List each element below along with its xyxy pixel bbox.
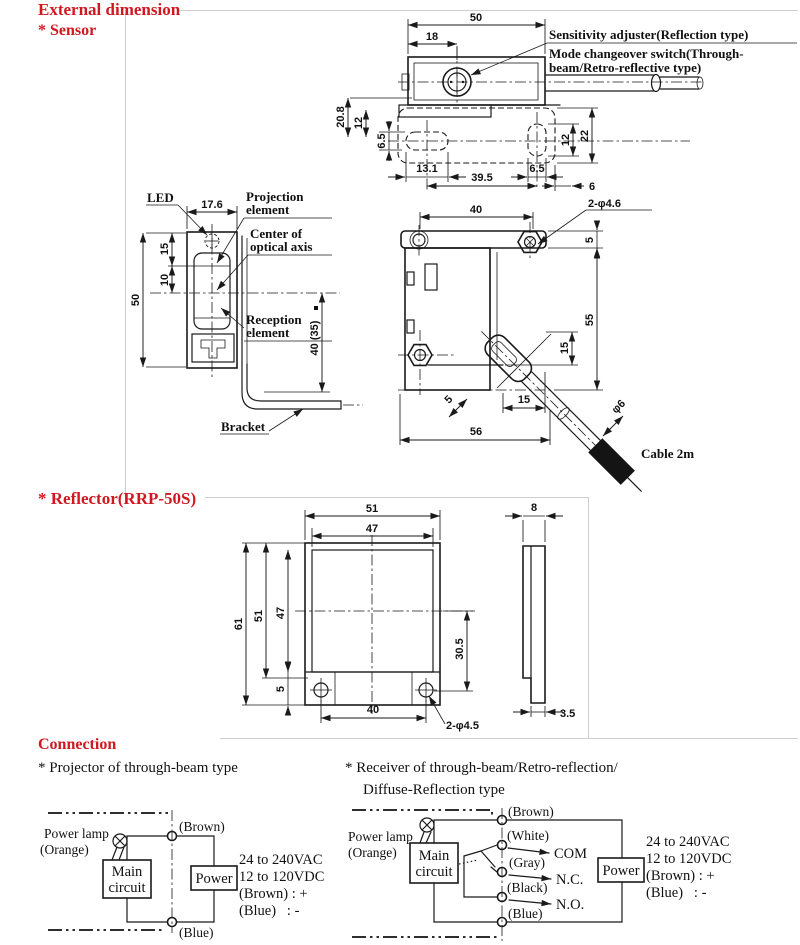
- dim-51-left: 51: [253, 609, 265, 623]
- sensor-front-view-dimensions: [130, 189, 332, 434]
- dim-4035: 40 (35): [309, 320, 321, 356]
- dim-51-top: 51: [365, 503, 379, 515]
- reflector-dimensions: [233, 503, 479, 732]
- cable-bend-relief: [652, 75, 661, 92]
- reflector-front-view: [295, 535, 475, 714]
- label-power: Power: [195, 871, 233, 887]
- dim-side-40: 40: [469, 204, 483, 216]
- bracket-profile: [242, 364, 341, 409]
- label-center-line2: optical axis: [250, 239, 313, 254]
- dim-5-cable: 5: [442, 393, 456, 407]
- mounting-bracket-top-view: [388, 108, 690, 190]
- spec-blue-polarity: (Blue) : -: [239, 903, 300, 919]
- section-title-sensor: * Sensor: [38, 22, 97, 39]
- label-blue-wire: (Blue): [508, 906, 543, 921]
- dim-22: 22: [579, 129, 591, 143]
- reflector-side-view: [505, 502, 575, 720]
- dim-front-height: 50: [130, 293, 142, 307]
- section-title-reflector: * Reflector(RRP-50S): [38, 489, 197, 508]
- label-led: LED: [147, 190, 174, 205]
- dim-40-holes: 40: [366, 704, 380, 716]
- label-bracket: Bracket: [221, 419, 266, 434]
- spec-brown-polarity: (Brown) : +: [239, 886, 308, 902]
- dim-10-front: 10: [159, 273, 171, 287]
- dim-55: 55: [584, 313, 596, 327]
- dim-305: 30.5: [454, 638, 466, 660]
- sensor-dimension-drawing: [125, 10, 800, 492]
- label-orange: (Orange): [348, 845, 397, 860]
- label-power-lamp: Power lamp: [348, 829, 413, 844]
- dim-holes-45: 2-φ4.5: [446, 720, 479, 732]
- spec-voltage-dc: 12 to 120VDC: [239, 869, 325, 885]
- label-orange: (Orange): [40, 842, 89, 857]
- label-center-line1: Center of: [250, 226, 303, 241]
- label-black-wire: (Black): [507, 880, 548, 895]
- dim-cable-dia: φ6: [609, 397, 629, 417]
- sensor-side-view-dimensions: [400, 198, 694, 461]
- dim-15-front: 15: [159, 242, 171, 256]
- subtitle-projector: * Projector of through-beam type: [38, 760, 238, 776]
- sensor-side-view: [398, 222, 650, 500]
- label-power: Power: [602, 863, 640, 879]
- label-reception-line1: Reception: [246, 312, 302, 327]
- label-circuit: circuit: [108, 880, 146, 896]
- dim-131: 13.1: [416, 163, 438, 175]
- label-brown-wire: (Brown): [179, 819, 225, 834]
- dim-35-thickness: 3.5: [560, 708, 576, 720]
- dim-65-left: 6.5: [376, 133, 388, 149]
- dim-208: 20.8: [335, 106, 347, 128]
- dim-56: 56: [469, 426, 483, 438]
- label-mode-switch-line1: Mode changeover switch(Through-: [549, 46, 744, 61]
- dim-5-top: 5: [584, 236, 596, 244]
- dim-5-flange: 5: [275, 685, 287, 693]
- dim-6: 6: [588, 181, 596, 193]
- relay-no-wire: [464, 851, 497, 897]
- projector-circuit-diagram: [20, 798, 340, 945]
- label-main: Main: [418, 848, 450, 864]
- mounting-bracket-dimensions: [335, 98, 598, 193]
- subtitle-receiver-line1: * Receiver of through-beam/Retro-reflection/: [345, 760, 618, 776]
- dim-47-left: 47: [275, 606, 287, 620]
- label-nc: N.C.: [556, 872, 584, 888]
- dim-15-horiz: 15: [517, 394, 531, 406]
- label-blue-wire: (Blue): [179, 925, 214, 940]
- dim-top-width: 50: [469, 12, 483, 24]
- footnote-square-marker: [314, 306, 318, 310]
- spec-voltage-ac: 24 to 240VAC: [239, 852, 323, 868]
- dim-adjuster-offset: 18: [425, 31, 439, 43]
- spec-blue-polarity: (Blue) : -: [646, 885, 707, 901]
- label-projection-line1: Projection: [246, 189, 304, 204]
- label-white-wire: (White): [507, 828, 549, 843]
- dim-12-right: 12: [560, 133, 572, 147]
- label-circuit: circuit: [415, 864, 453, 880]
- spec-voltage-dc: 12 to 120VDC: [646, 851, 732, 867]
- receiver-circuit-diagram: [340, 795, 800, 945]
- relay-contact-arm: [481, 851, 495, 867]
- label-cable-2m: Cable 2m: [641, 446, 695, 461]
- label-gray-wire: (Gray): [509, 855, 545, 870]
- dim-47-top: 47: [365, 523, 379, 535]
- section-title-external-dimension: External dimension: [38, 0, 181, 19]
- label-mode-switch-line2: beam/Retro-reflective type): [549, 60, 702, 75]
- label-com: COM: [554, 846, 588, 862]
- dim-12-left: 12: [353, 116, 365, 130]
- dim-8-thickness: 8: [530, 502, 538, 514]
- label-reception-line2: element: [246, 325, 290, 340]
- subtitle-receiver-line2: Diffuse-Reflection type: [363, 782, 505, 798]
- spec-brown-polarity: (Brown) : +: [646, 868, 715, 884]
- dim-176: 17.6: [201, 199, 223, 211]
- receiver-circuit: [352, 808, 644, 941]
- dim-holes-46: 2-φ4.6: [588, 198, 621, 210]
- label-power-lamp: Power lamp: [44, 826, 109, 841]
- sensor-top-view-dimensions: [408, 12, 797, 75]
- dim-65-right: 6.5: [529, 163, 545, 175]
- label-brown-wire: (Brown): [508, 804, 554, 819]
- dim-61: 61: [233, 617, 245, 631]
- reflector-dimension-drawing: [215, 498, 645, 745]
- dim-395: 39.5: [471, 172, 493, 184]
- label-projection-line2: element: [246, 202, 290, 217]
- label-sensitivity-adjuster: Sensitivity adjuster(Reflection type): [549, 27, 749, 42]
- section-title-connection: Connection: [38, 736, 117, 753]
- spec-voltage-ac: 24 to 240VAC: [646, 834, 730, 850]
- label-no: N.O.: [556, 897, 585, 913]
- label-main: Main: [111, 864, 143, 880]
- dim-15-vert: 15: [559, 341, 571, 355]
